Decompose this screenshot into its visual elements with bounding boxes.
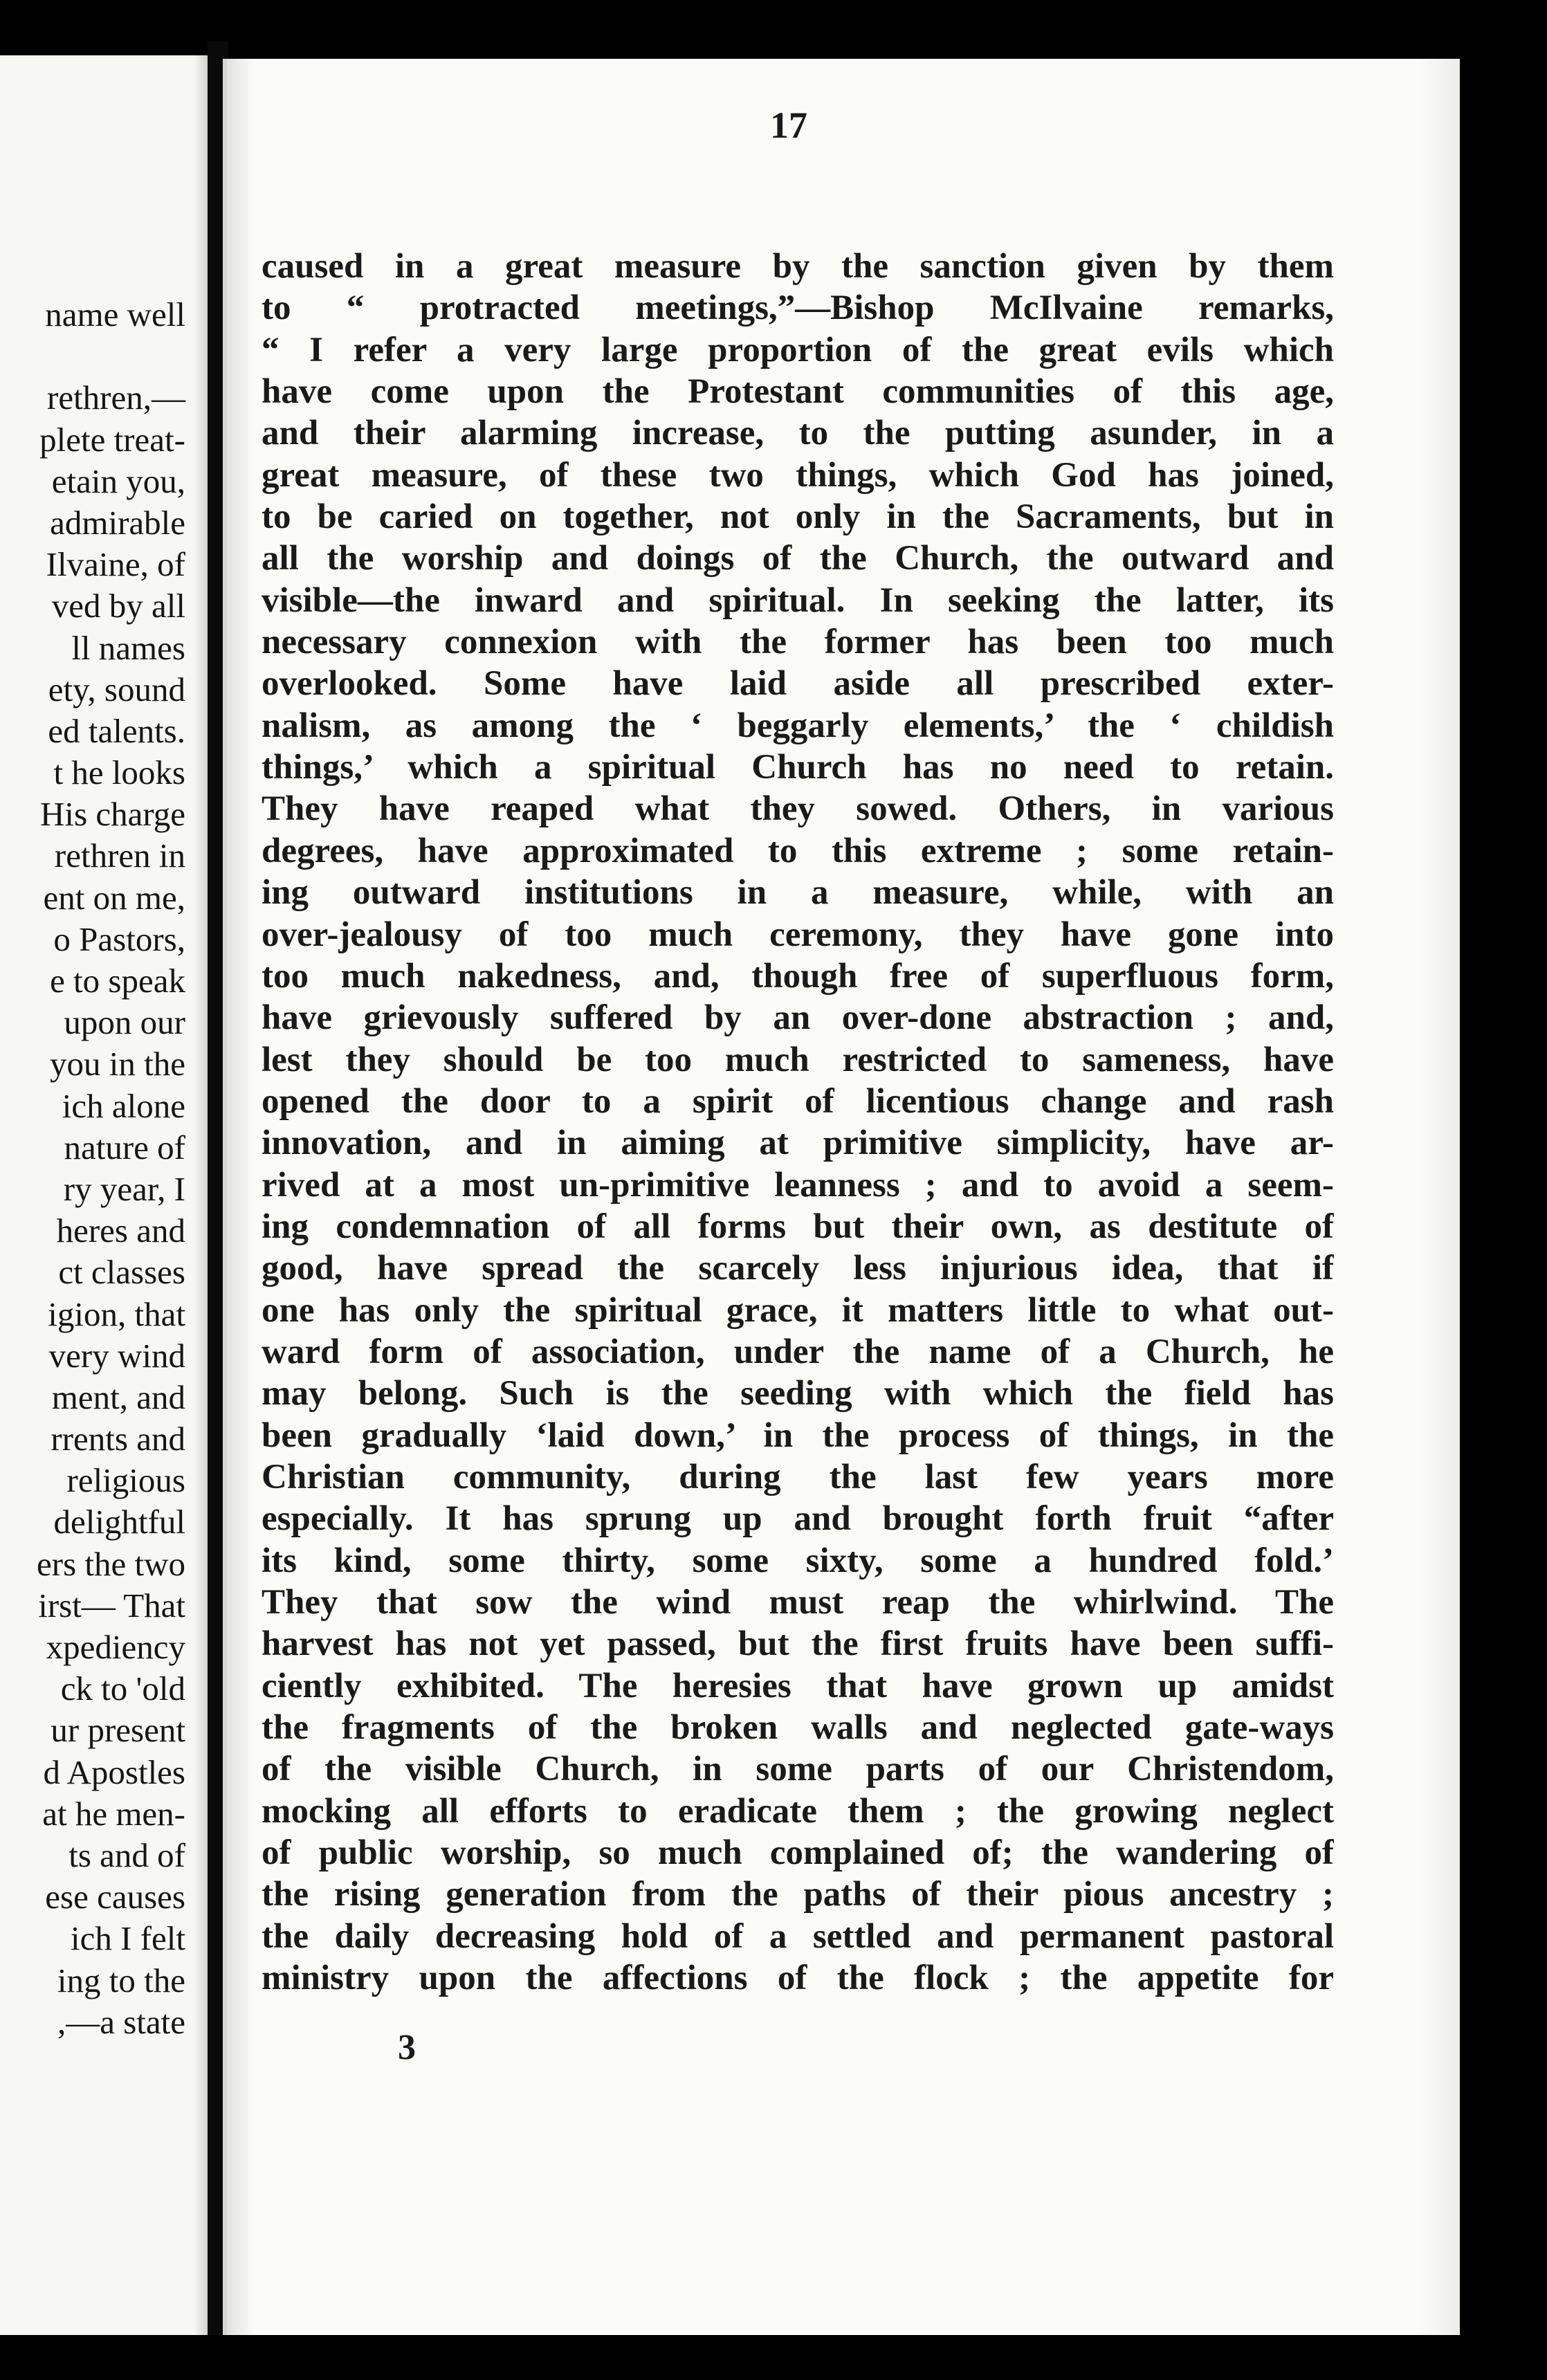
left-line xyxy=(0,336,185,377)
text-line: the daily decreasing hold of a settled and permanent pastoral xyxy=(262,1916,1334,1956)
text-line: opened the door to a spirit of licentious change and rash xyxy=(262,1081,1334,1121)
left-line: igion, that xyxy=(48,1294,185,1333)
left-line: delightful xyxy=(53,1503,185,1541)
text-line: degrees, have approximated to this extreme ; some retain- xyxy=(262,831,1334,870)
left-line: His charge xyxy=(40,795,185,834)
signature-mark: 3 xyxy=(398,2028,416,2067)
left-line: name well xyxy=(45,295,185,333)
left-line: ts and of xyxy=(68,1836,185,1874)
left-line: admirable xyxy=(50,503,185,542)
text-line: innovation, and in aiming at primitive simplicity, have ar- xyxy=(262,1124,1334,1163)
text-line: of public worship, so much complained of; the wandering of xyxy=(262,1833,1334,1873)
text-line: mocking all efforts to eradicate them ; the growing neglect xyxy=(262,1791,1334,1831)
page-number: 17 xyxy=(770,104,807,146)
text-line: one has only the spiritual grace, it matters little to what out- xyxy=(262,1290,1334,1330)
text-line: caused in a great measure by the sanction given by them xyxy=(262,247,1334,286)
left-line: ct classes xyxy=(58,1253,185,1292)
left-line: religious xyxy=(66,1461,185,1500)
left-line: t he looks xyxy=(53,753,185,792)
text-line: They have reaped what they sowed. Others, in various xyxy=(262,789,1334,829)
body-text xyxy=(262,246,1334,1999)
left-line: irst— That xyxy=(38,1586,185,1624)
text-line: They that sow the wind must reap the whirlwind. The xyxy=(262,1583,1334,1622)
left-line: ll names xyxy=(71,628,185,667)
text-line: have come upon the Protestant communities of this age, xyxy=(262,372,1334,412)
text-line: may belong. Such is the seeding with which the field has xyxy=(262,1374,1334,1413)
left-line: heres and xyxy=(56,1211,185,1250)
text-line: ciently exhibited. The heresies that have grown up amidst xyxy=(262,1666,1334,1705)
left-line: ese causes xyxy=(45,1878,185,1916)
text-line: “ I refer a very large proportion of the great evils which xyxy=(262,330,1334,369)
text-line: have grievously suffered by an over-done abstraction ; and, xyxy=(262,998,1334,1038)
left-line: ety, sound xyxy=(48,670,185,708)
left-line: d Apostles xyxy=(43,1752,185,1791)
left-line: rrents and xyxy=(51,1420,185,1458)
left-line: ry year, I xyxy=(63,1169,185,1208)
text-line: all the worship and doings of the Church, the outward and xyxy=(262,539,1334,578)
scan-border xyxy=(0,2335,1547,2380)
text-line: ward form of association, under the name of a Church, he xyxy=(262,1332,1334,1371)
gutter-shadow xyxy=(194,55,208,2352)
left-line: rethren in xyxy=(54,836,185,875)
left-line: nature of xyxy=(64,1128,185,1166)
facing-page-text xyxy=(0,294,185,2043)
text-line: great measure, of these two things, which God has joined, xyxy=(262,455,1334,495)
text-line: lest they should be too much restricted to sameness, have xyxy=(262,1040,1334,1079)
text-line: ministry upon the affections of the flock ; the appetite for xyxy=(262,1959,1334,1998)
left-line: rethren,— xyxy=(47,378,185,417)
text-line: things,’ which a spiritual Church has no need to retain. xyxy=(262,748,1334,787)
text-line: good, have spread the scarcely less injurious idea, that if xyxy=(262,1249,1334,1288)
left-line: plete treat- xyxy=(39,420,185,459)
text-line: the rising generation from the paths of their pious ancestry ; xyxy=(262,1875,1334,1914)
text-line: necessary connexion with the former has been too much xyxy=(262,623,1334,662)
left-line: ment, and xyxy=(51,1377,185,1416)
left-line: ,—a state xyxy=(57,2002,185,2041)
left-line: o Pastors, xyxy=(53,919,185,958)
left-line: you in the xyxy=(50,1045,185,1083)
left-line: ck to 'old xyxy=(60,1669,185,1708)
text-line: ing condemnation of all forms but their own, as destitute of xyxy=(262,1207,1334,1246)
text-line: Christian community, during the last few years more xyxy=(262,1457,1334,1496)
text-line: overlooked. Some have laid aside all prescribed exter- xyxy=(262,664,1334,704)
text-line: the fragments of the broken walls and neglected gate-ways xyxy=(262,1708,1334,1748)
left-line: upon our xyxy=(64,1003,185,1042)
left-line: ent on me, xyxy=(43,878,185,917)
left-line: ur present xyxy=(51,1711,185,1750)
text-line: visible—the inward and spiritual. In seeking the latter, its xyxy=(262,580,1334,620)
text-line: harvest has not yet passed, but the first fruits have been suffi- xyxy=(262,1624,1334,1664)
text-line: to “ protracted meetings,”—Bishop McIlvaine remarks, xyxy=(262,289,1334,328)
facing-page-left xyxy=(0,55,208,2352)
left-line: very wind xyxy=(48,1336,185,1375)
page-edge-shadow xyxy=(1418,59,1460,2335)
text-line: especially. It has sprung up and brought forth fruit “after xyxy=(262,1499,1334,1539)
left-line: at he men- xyxy=(42,1794,185,1833)
text-line: nalism, as among the ‘ beggarly elements,’ the ‘ childish xyxy=(262,706,1334,745)
left-line: xpediency xyxy=(46,1628,185,1666)
left-line: ich alone xyxy=(62,1086,185,1125)
text-line: ing outward institutions in a measure, while, with an xyxy=(262,873,1334,913)
page-inner-edge xyxy=(227,59,255,2335)
left-line: ich I felt xyxy=(71,1919,185,1958)
text-line: its kind, some thirty, some sixty, some a hundred fold.’ xyxy=(262,1541,1334,1580)
text-line: rived at a most un-primitive leanness ; and to avoid a seem- xyxy=(262,1165,1334,1205)
left-line: ing to the xyxy=(57,1961,185,1999)
left-line: ed talents. xyxy=(48,711,185,750)
left-line: etain you, xyxy=(51,461,185,500)
text-line: over-jealousy of too much ceremony, they have gone into xyxy=(262,915,1334,954)
left-line: ved by all xyxy=(51,587,185,625)
text-line: and their alarming increase, to the putting asunder, in a xyxy=(262,414,1334,453)
left-line: Ilvaine, of xyxy=(46,545,185,584)
text-line: of the visible Church, in some parts of our Christendom, xyxy=(262,1750,1334,1789)
left-line: ers the two xyxy=(37,1544,185,1583)
left-line: e to speak xyxy=(50,962,185,1000)
text-line: too much nakedness, and, though free of superfluous form, xyxy=(262,956,1334,996)
text-line: to be caried on together, not only in the Sacraments, but in xyxy=(262,497,1334,537)
text-line: been gradually ‘laid down,’ in the process of things, in the xyxy=(262,1416,1334,1455)
